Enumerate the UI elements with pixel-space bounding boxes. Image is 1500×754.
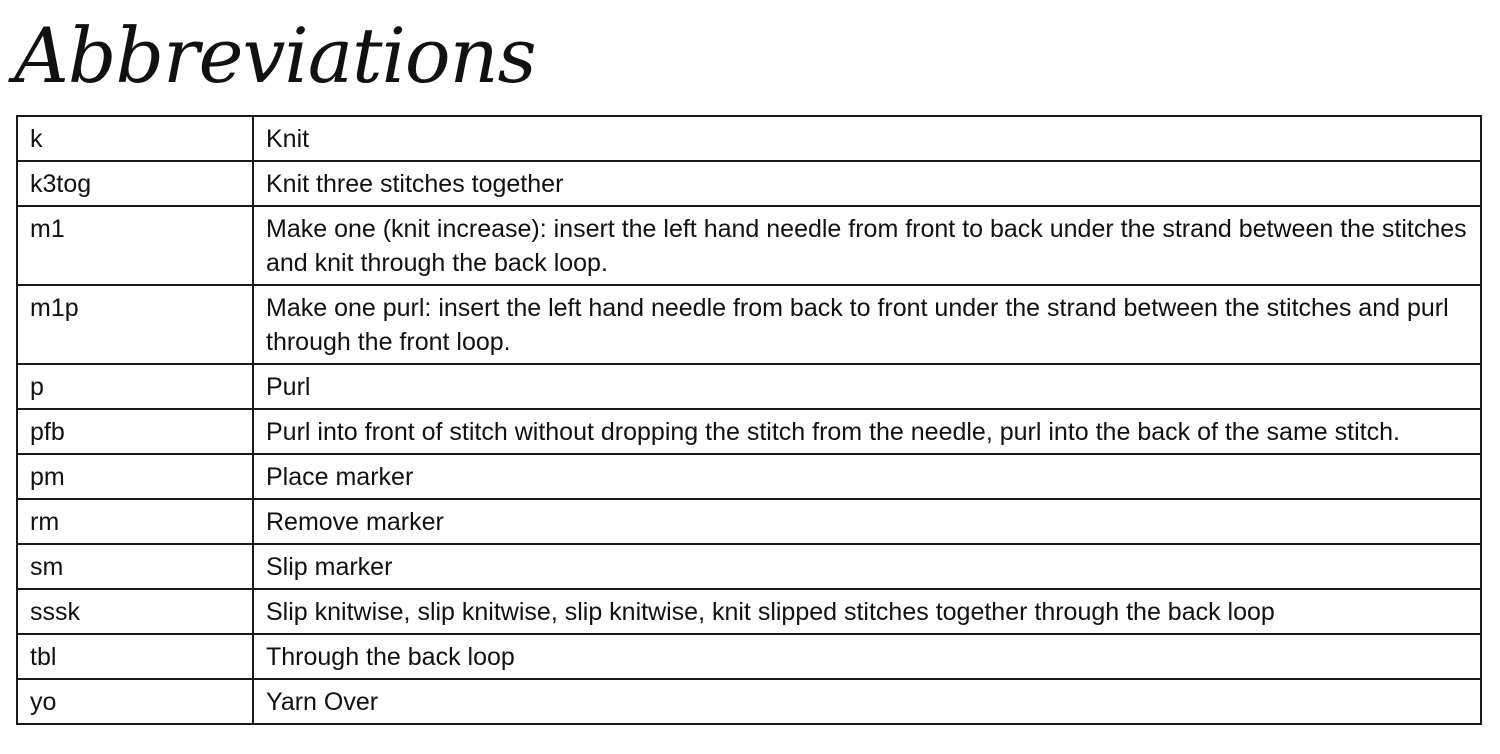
meaning-cell: Remove marker [253, 499, 1481, 544]
meaning-cell: Make one purl: insert the left hand needle from back to front under the strand between the stitches and purl through the front loop. [253, 285, 1481, 364]
table-row [17, 409, 1481, 454]
meaning-cell: Place marker [253, 454, 1481, 499]
table-row [17, 544, 1481, 589]
abbreviation-cell: sssk [17, 589, 253, 634]
abbreviation-cell: k [17, 116, 253, 161]
table-row [17, 285, 1481, 364]
page-title: Abbreviations [14, 11, 536, 100]
abbreviation-cell: p [17, 364, 253, 409]
abbreviation-cell: m1 [17, 206, 253, 285]
abbreviation-cell: tbl [17, 634, 253, 679]
meaning-cell: Slip knitwise, slip knitwise, slip knitwise, knit slipped stitches together through the back loop [253, 589, 1481, 634]
abbreviation-cell: m1p [17, 285, 253, 364]
meaning-cell: Through the back loop [253, 634, 1481, 679]
table-row [17, 206, 1481, 285]
abbreviation-cell: rm [17, 499, 253, 544]
meaning-cell: Purl [253, 364, 1481, 409]
table-row [17, 634, 1481, 679]
table-row [17, 454, 1481, 499]
abbreviation-cell: yo [17, 679, 253, 724]
abbreviations-table [16, 115, 1482, 725]
table-row [17, 116, 1481, 161]
table-row [17, 499, 1481, 544]
abbreviation-cell: k3tog [17, 161, 253, 206]
meaning-cell: Make one (knit increase): insert the left hand needle from front to back under the strand between the stitches and knit through the back loop. [253, 206, 1481, 285]
meaning-cell: Knit three stitches together [253, 161, 1481, 206]
table-row [17, 161, 1481, 206]
table-row [17, 589, 1481, 634]
meaning-cell: Purl into front of stitch without dropping the stitch from the needle, purl into the back of the same stitch. [253, 409, 1481, 454]
meaning-cell: Knit [253, 116, 1481, 161]
abbreviation-cell: pm [17, 454, 253, 499]
abbreviation-cell: sm [17, 544, 253, 589]
table-row [17, 364, 1481, 409]
meaning-cell: Slip marker [253, 544, 1481, 589]
meaning-cell: Yarn Over [253, 679, 1481, 724]
table-row [17, 679, 1481, 724]
abbreviation-cell: pfb [17, 409, 253, 454]
